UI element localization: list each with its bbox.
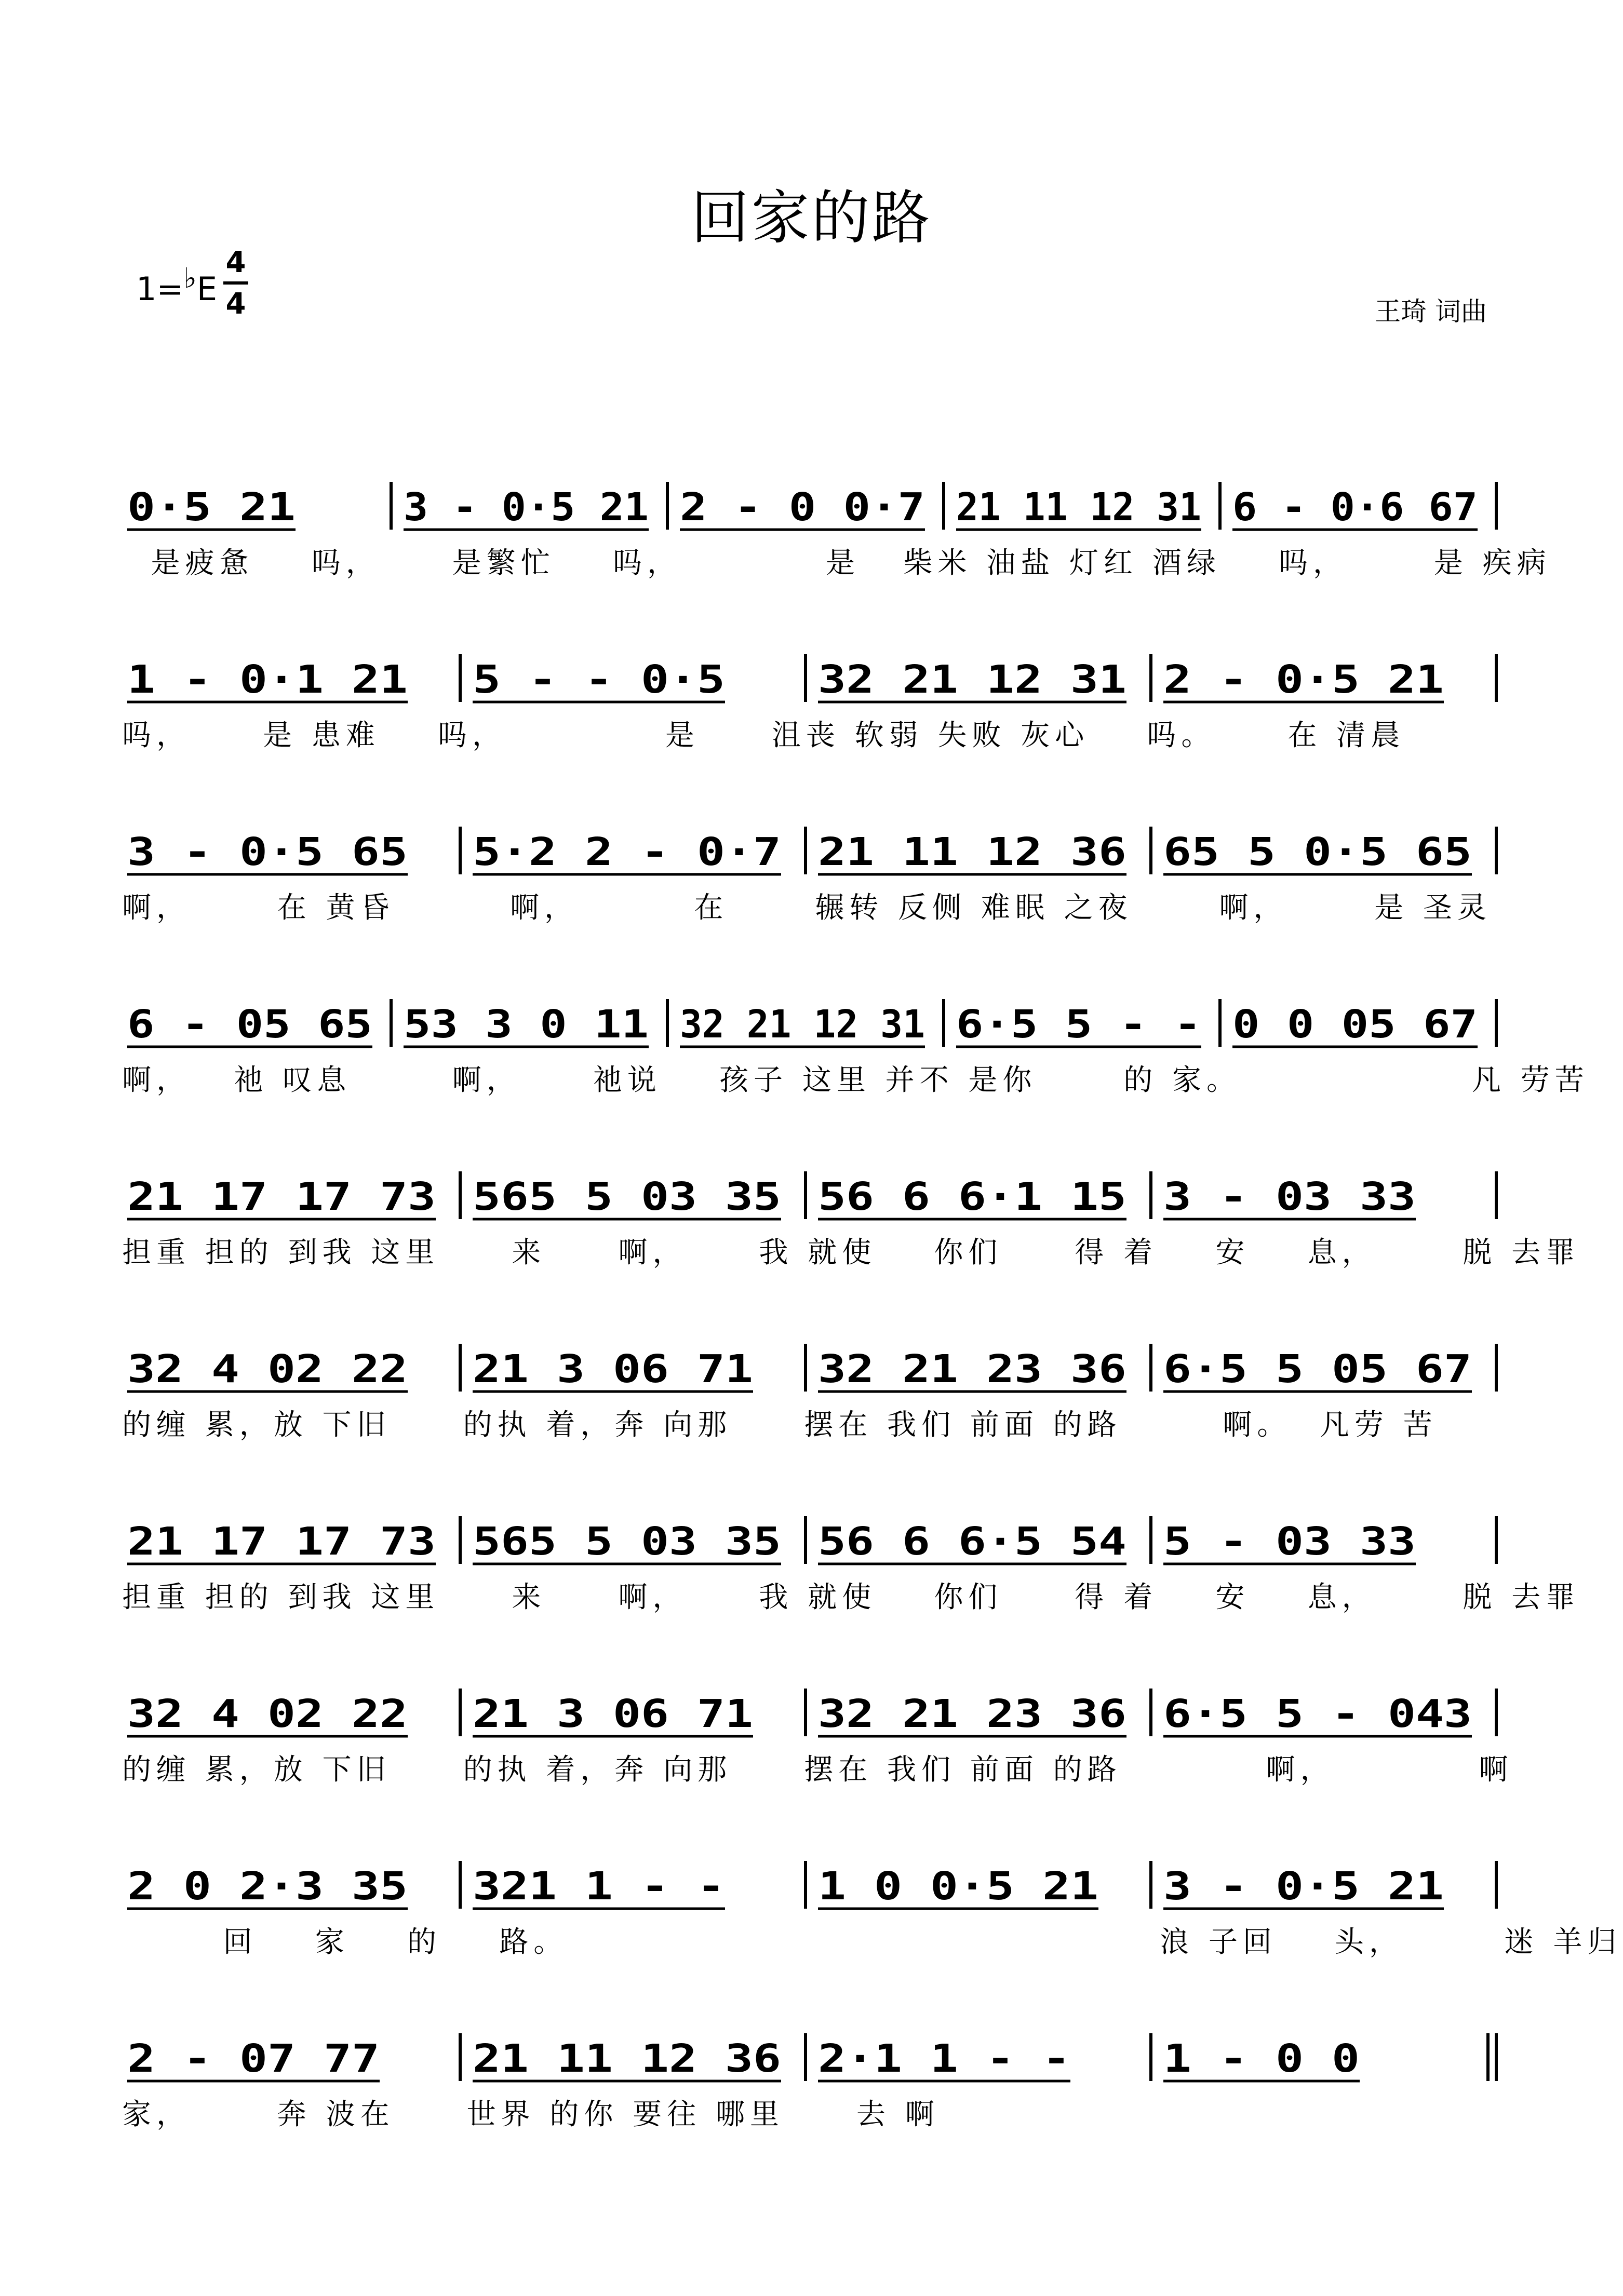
composer-credit: 王琦 词曲 — [1375, 296, 1487, 327]
key-signature — [136, 262, 218, 308]
measure-notes: 32 21 12 31 — [680, 1002, 925, 1047]
measure-notes: 32 4 02 22 — [127, 1347, 408, 1392]
measure-notes: 2 - 07 77 — [127, 2036, 380, 2081]
measure-notes: 53 3 0 11 — [404, 1002, 649, 1047]
measure-notes: 6·5 5 - 043 — [1163, 1692, 1472, 1736]
score-title: 回家的路 — [691, 184, 932, 252]
measure-notes: 1 - 0·1 21 — [127, 657, 408, 702]
time-signature-bar — [223, 281, 248, 285]
notation-row — [122, 478, 1504, 540]
measure-notes: 6·5 5 - - — [956, 1002, 1201, 1047]
lyrics-row: 的缠 累，放 下旧 的执 着，奔 向那 摆在 我们 前面 的路 啊。 凡劳 苦 — [122, 1408, 1438, 1442]
measure-notes: 2 0 2·3 35 — [127, 1864, 408, 1909]
notation-svg — [122, 995, 1504, 1057]
notation-row — [122, 1340, 1504, 1402]
notation-row — [122, 1167, 1504, 1230]
measure-notes: 21 17 17 73 — [127, 1174, 436, 1219]
flat-sign: ♭ — [183, 262, 197, 294]
measure-notes: 6 - 05 65 — [127, 1002, 372, 1047]
measure-notes: 65 5 0·5 65 — [1163, 830, 1472, 874]
notation-svg — [122, 822, 1504, 885]
notation-row — [122, 1684, 1504, 1747]
measure-notes: 5·2 2 - 0·7 — [473, 830, 781, 874]
measure-notes: 3 - 0·5 21 — [404, 485, 649, 530]
notation-svg — [122, 478, 1504, 540]
measure-notes: 32 4 02 22 — [127, 1692, 408, 1736]
measure-notes: 21 17 17 73 — [127, 1519, 436, 1564]
lyrics-row: 回 家 的 路。 浪 子回 头， 迷 羊归 — [122, 1925, 1622, 1959]
lyrics-row: 担重 担的 到我 这里 来 啊， 我 就使 你们 得 着 安 息， 脱 去罪 — [122, 1581, 1580, 1614]
measure-notes: 565 5 03 35 — [473, 1174, 781, 1219]
measure-notes: 21 11 12 31 — [956, 485, 1201, 530]
measure-notes: 21 3 06 71 — [473, 1347, 753, 1392]
notation-row — [122, 822, 1504, 885]
measure-notes: 2 - 0 0·7 — [680, 485, 925, 530]
measure-notes: 56 6 6·5 54 — [818, 1519, 1126, 1564]
key-letter: E — [196, 270, 218, 308]
notation-svg — [122, 1512, 1504, 1574]
time-signature — [223, 248, 248, 319]
measure-notes: 0·5 21 — [127, 485, 296, 530]
measure-notes: 56 6 6·1 15 — [818, 1174, 1126, 1219]
measure-notes: 1 - 0 0 — [1163, 2036, 1360, 2081]
lyrics-row: 啊， 在 黄昏 啊， 在 辗转 反侧 难眠 之夜 啊， 是 圣灵 — [122, 891, 1492, 925]
measure-notes: 5 - - 0·5 — [473, 657, 725, 702]
time-denominator: 4 — [225, 287, 246, 321]
notation-svg — [122, 1340, 1504, 1402]
notation-svg — [122, 1857, 1504, 1919]
measure-notes: 32 21 23 36 — [818, 1347, 1126, 1392]
measure-notes: 3 - 0·5 21 — [1163, 1864, 1444, 1909]
notation-row — [122, 1512, 1504, 1574]
notation-svg — [122, 2029, 1504, 2091]
measure-notes: 6·5 5 05 67 — [1163, 1347, 1472, 1392]
lyrics-row: 吗， 是 患难 吗， 是 沮丧 软弱 失败 灰心 吗。 在 清晨 — [122, 719, 1405, 752]
measure-notes: 3 - 03 33 — [1163, 1174, 1416, 1219]
lyrics-row: 家， 奔 波在 世界 的你 要往 哪里 去 啊 — [122, 2098, 940, 2131]
measure-notes: 321 1 - - — [473, 1864, 725, 1909]
measure-notes: 21 3 06 71 — [473, 1692, 753, 1736]
measure-notes: 21 11 12 36 — [473, 2036, 781, 2081]
time-numerator: 4 — [225, 246, 246, 279]
measure-notes: 6 - 0·6 67 — [1232, 485, 1478, 530]
notation-row — [122, 2029, 1504, 2091]
measure-notes: 1 0 0·5 21 — [818, 1864, 1098, 1909]
measure-notes: 2 - 0·5 21 — [1163, 657, 1444, 702]
measure-notes: 0 0 05 67 — [1232, 1002, 1478, 1047]
notation-svg — [122, 650, 1504, 712]
measure-notes: 21 11 12 36 — [818, 830, 1126, 874]
key-prefix: 1= — [136, 270, 184, 308]
notation-svg — [122, 1167, 1504, 1230]
notation-row — [122, 650, 1504, 712]
measure-notes: 32 21 23 36 — [818, 1692, 1126, 1736]
measure-notes: 5 - 03 33 — [1163, 1519, 1416, 1564]
lyrics-row: 担重 担的 到我 这里 来 啊， 我 就使 你们 得 着 安 息， 脱 去罪 — [122, 1236, 1580, 1269]
notation-row — [122, 1857, 1504, 1919]
measure-notes: 565 5 03 35 — [473, 1519, 781, 1564]
lyrics-row: 啊， 祂 叹息 啊， 祂说 孩子 这里 并不 是你 的 家。 凡 劳苦 — [122, 1063, 1589, 1097]
measure-notes: 3 - 0·5 65 — [127, 830, 408, 874]
lyrics-row: 是疲惫 吗， 是繁忙 吗， 是 柴米 油盐 灯红 酒绿 吗， 是 疾病 — [122, 546, 1551, 580]
lyrics-row: 的缠 累，放 下旧 的执 着，奔 向那 摆在 我们 前面 的路 啊， 啊 — [122, 1753, 1513, 1787]
measure-notes: 2·1 1 - - — [818, 2036, 1070, 2081]
notation-svg — [122, 1684, 1504, 1747]
measure-notes: 32 21 12 31 — [818, 657, 1126, 702]
notation-row — [122, 995, 1504, 1057]
